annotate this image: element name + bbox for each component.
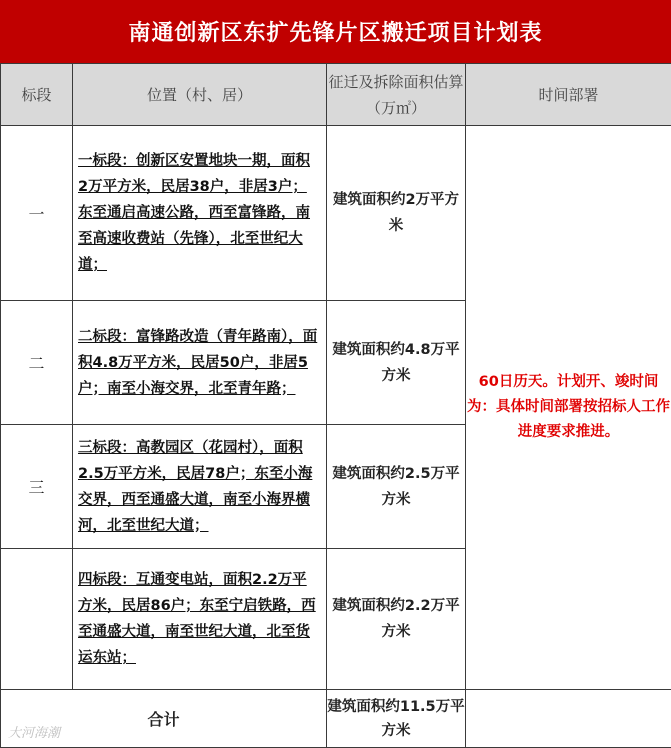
location-cell [73, 549, 327, 690]
location-text: 二标段：富锋路改造（青年路南），面积4.8万平方米，民居50户，非居5户；南至小海交界，北至青年路； [73, 324, 326, 402]
header-area: 征迁及拆除面积估算（万㎡） [327, 64, 466, 126]
table-row [1, 126, 671, 301]
segment-cell: 一 [1, 126, 73, 301]
total-row [1, 690, 671, 748]
location-cell [73, 425, 327, 549]
location-text: 一标段：创新区安置地块一期，面积2万平方米，民居38户，非居3户；东至通启高速公路，西至富锋路，南至高速收费站（先锋），北至世纪大道； [73, 148, 326, 278]
location-cell [73, 301, 327, 425]
area-cell: 建筑面积约2.2万平方米 [327, 549, 466, 690]
area-cell: 建筑面积约2.5万平方米 [327, 425, 466, 549]
header-segment: 标段 [1, 64, 73, 126]
total-label: 合计 [1, 690, 327, 748]
header-row [1, 64, 671, 126]
segment-cell: 二 [1, 301, 73, 425]
header-schedule: 时间部署 [466, 64, 671, 126]
location-text: 三标段：高教园区（花园村），面积2.5万平方米，民居78户；东至小海交界，西至通盛大道，南至小海界横河，北至世纪大道； [73, 435, 326, 539]
schedule-cell: 60日历天。计划开、竣时间为：具体时间部署按招标人工作进度要求推进。 [466, 126, 671, 690]
location-cell [73, 126, 327, 301]
total-area: 建筑面积约11.5万平方米 [327, 690, 466, 748]
plan-table [0, 63, 671, 748]
location-text: 四标段：互通变电站，面积2.2万平方米，民居86户；东至宁启铁路，西至通盛大道，南至世纪大道，北至货运东站； [73, 567, 326, 671]
segment-cell [1, 549, 73, 690]
total-schedule-blank [466, 690, 671, 748]
page-title: 南通创新区东扩先锋片区搬迁项目计划表 [0, 0, 671, 63]
header-location: 位置（村、居） [73, 64, 327, 126]
area-cell: 建筑面积约4.8万平方米 [327, 301, 466, 425]
area-cell: 建筑面积约2万平方米 [327, 126, 466, 301]
watermark-logo: 大河海潮 [8, 722, 60, 741]
segment-cell: 三 [1, 425, 73, 549]
